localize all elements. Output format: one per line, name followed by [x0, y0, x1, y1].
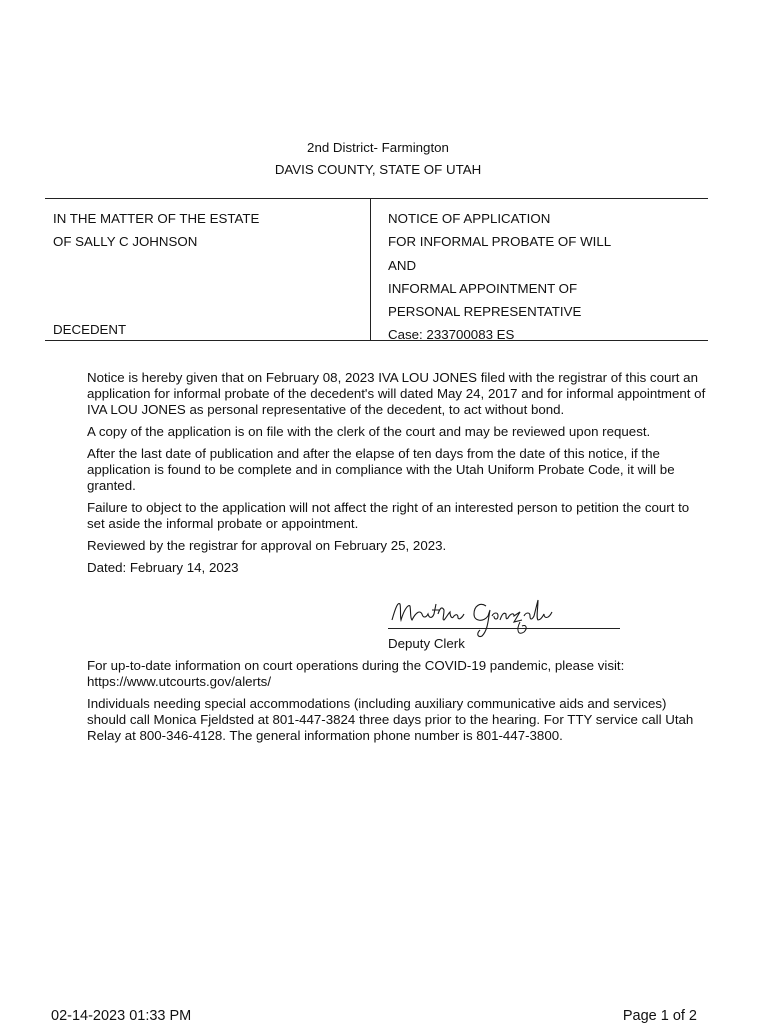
notice-title-4: INFORMAL APPOINTMENT OF: [388, 280, 578, 296]
estate-line-2: OF SALLY C JOHNSON: [53, 234, 198, 250]
notice-paragraph-1: Notice is hereby given that on February 08, 2023 IVA LOU JONES filed with the registrar of this court an application for informal probate of the decedent's will dated May 24, 2017 and for informal appointment of IVA LOU JONES as personal representative of the decedent, to act without bond.: [87, 370, 706, 417]
court-district: 2nd District- Farmington: [307, 140, 449, 155]
notice-paragraph-3: After the last date of publication and after the elapse of ten days from the date of this notice, if the application is found to be complete and in compliance with the Utah Uniform Probate Code, it will be granted.: [87, 446, 675, 493]
notice-paragraph-4: Failure to object to the application will not affect the right of an interested person to petition the court to set aside the informal probate or appointment.: [87, 500, 690, 531]
court-notes: [87, 658, 707, 750]
estate-line-1: IN THE MATTER OF THE ESTATE: [53, 211, 260, 226]
notice-body: [87, 370, 707, 582]
case-caption: [45, 198, 708, 341]
notice-title-5: PERSONAL REPRESENTATIVE: [388, 304, 582, 320]
dated-line: Dated: February 14, 2023: [87, 560, 239, 575]
review-date: Reviewed by the registrar for approval on February 25, 2023.: [87, 538, 447, 553]
signature-line: [388, 600, 620, 629]
covid-notice: For up-to-date information on court operations during the COVID-19 pandemic, please visit: https://www.utcourts.gov/alerts/: [87, 658, 625, 689]
footer-timestamp: 02-14-2023 01:33 PM: [51, 1008, 192, 1024]
court-header: [0, 137, 756, 181]
caption-left: [53, 207, 259, 254]
caption-right: [388, 207, 611, 347]
handwritten-signature: [388, 596, 558, 640]
page-number: Page 1 of 2: [622, 1008, 697, 1024]
caption-divider: [370, 199, 371, 340]
notice-title-2: FOR INFORMAL PROBATE OF WILL: [388, 234, 612, 250]
notice-title-1: NOTICE OF APPLICATION: [388, 211, 551, 226]
signer-title: Deputy Clerk: [388, 636, 465, 651]
court-county: DAVIS COUNTY, STATE OF UTAH: [274, 162, 482, 177]
decedent-label: DECEDENT: [53, 322, 127, 337]
notice-title-3: AND: [388, 257, 417, 273]
notice-paragraph-2: A copy of the application is on file with the clerk of the court and may be reviewed upon request.: [87, 424, 651, 439]
accommodations-notice: Individuals needing special accommodations (including auxiliary communicative aids and services) should call Monica Fjeldsted at 801-447-3824 three days prior to the hearing. For TTY service call Utah Relay at 800-346-4128. The general information phone number is 801-447-3800.: [87, 696, 694, 743]
signature-block: [388, 600, 620, 651]
case-number: Case: 233700083 ES: [388, 327, 515, 343]
